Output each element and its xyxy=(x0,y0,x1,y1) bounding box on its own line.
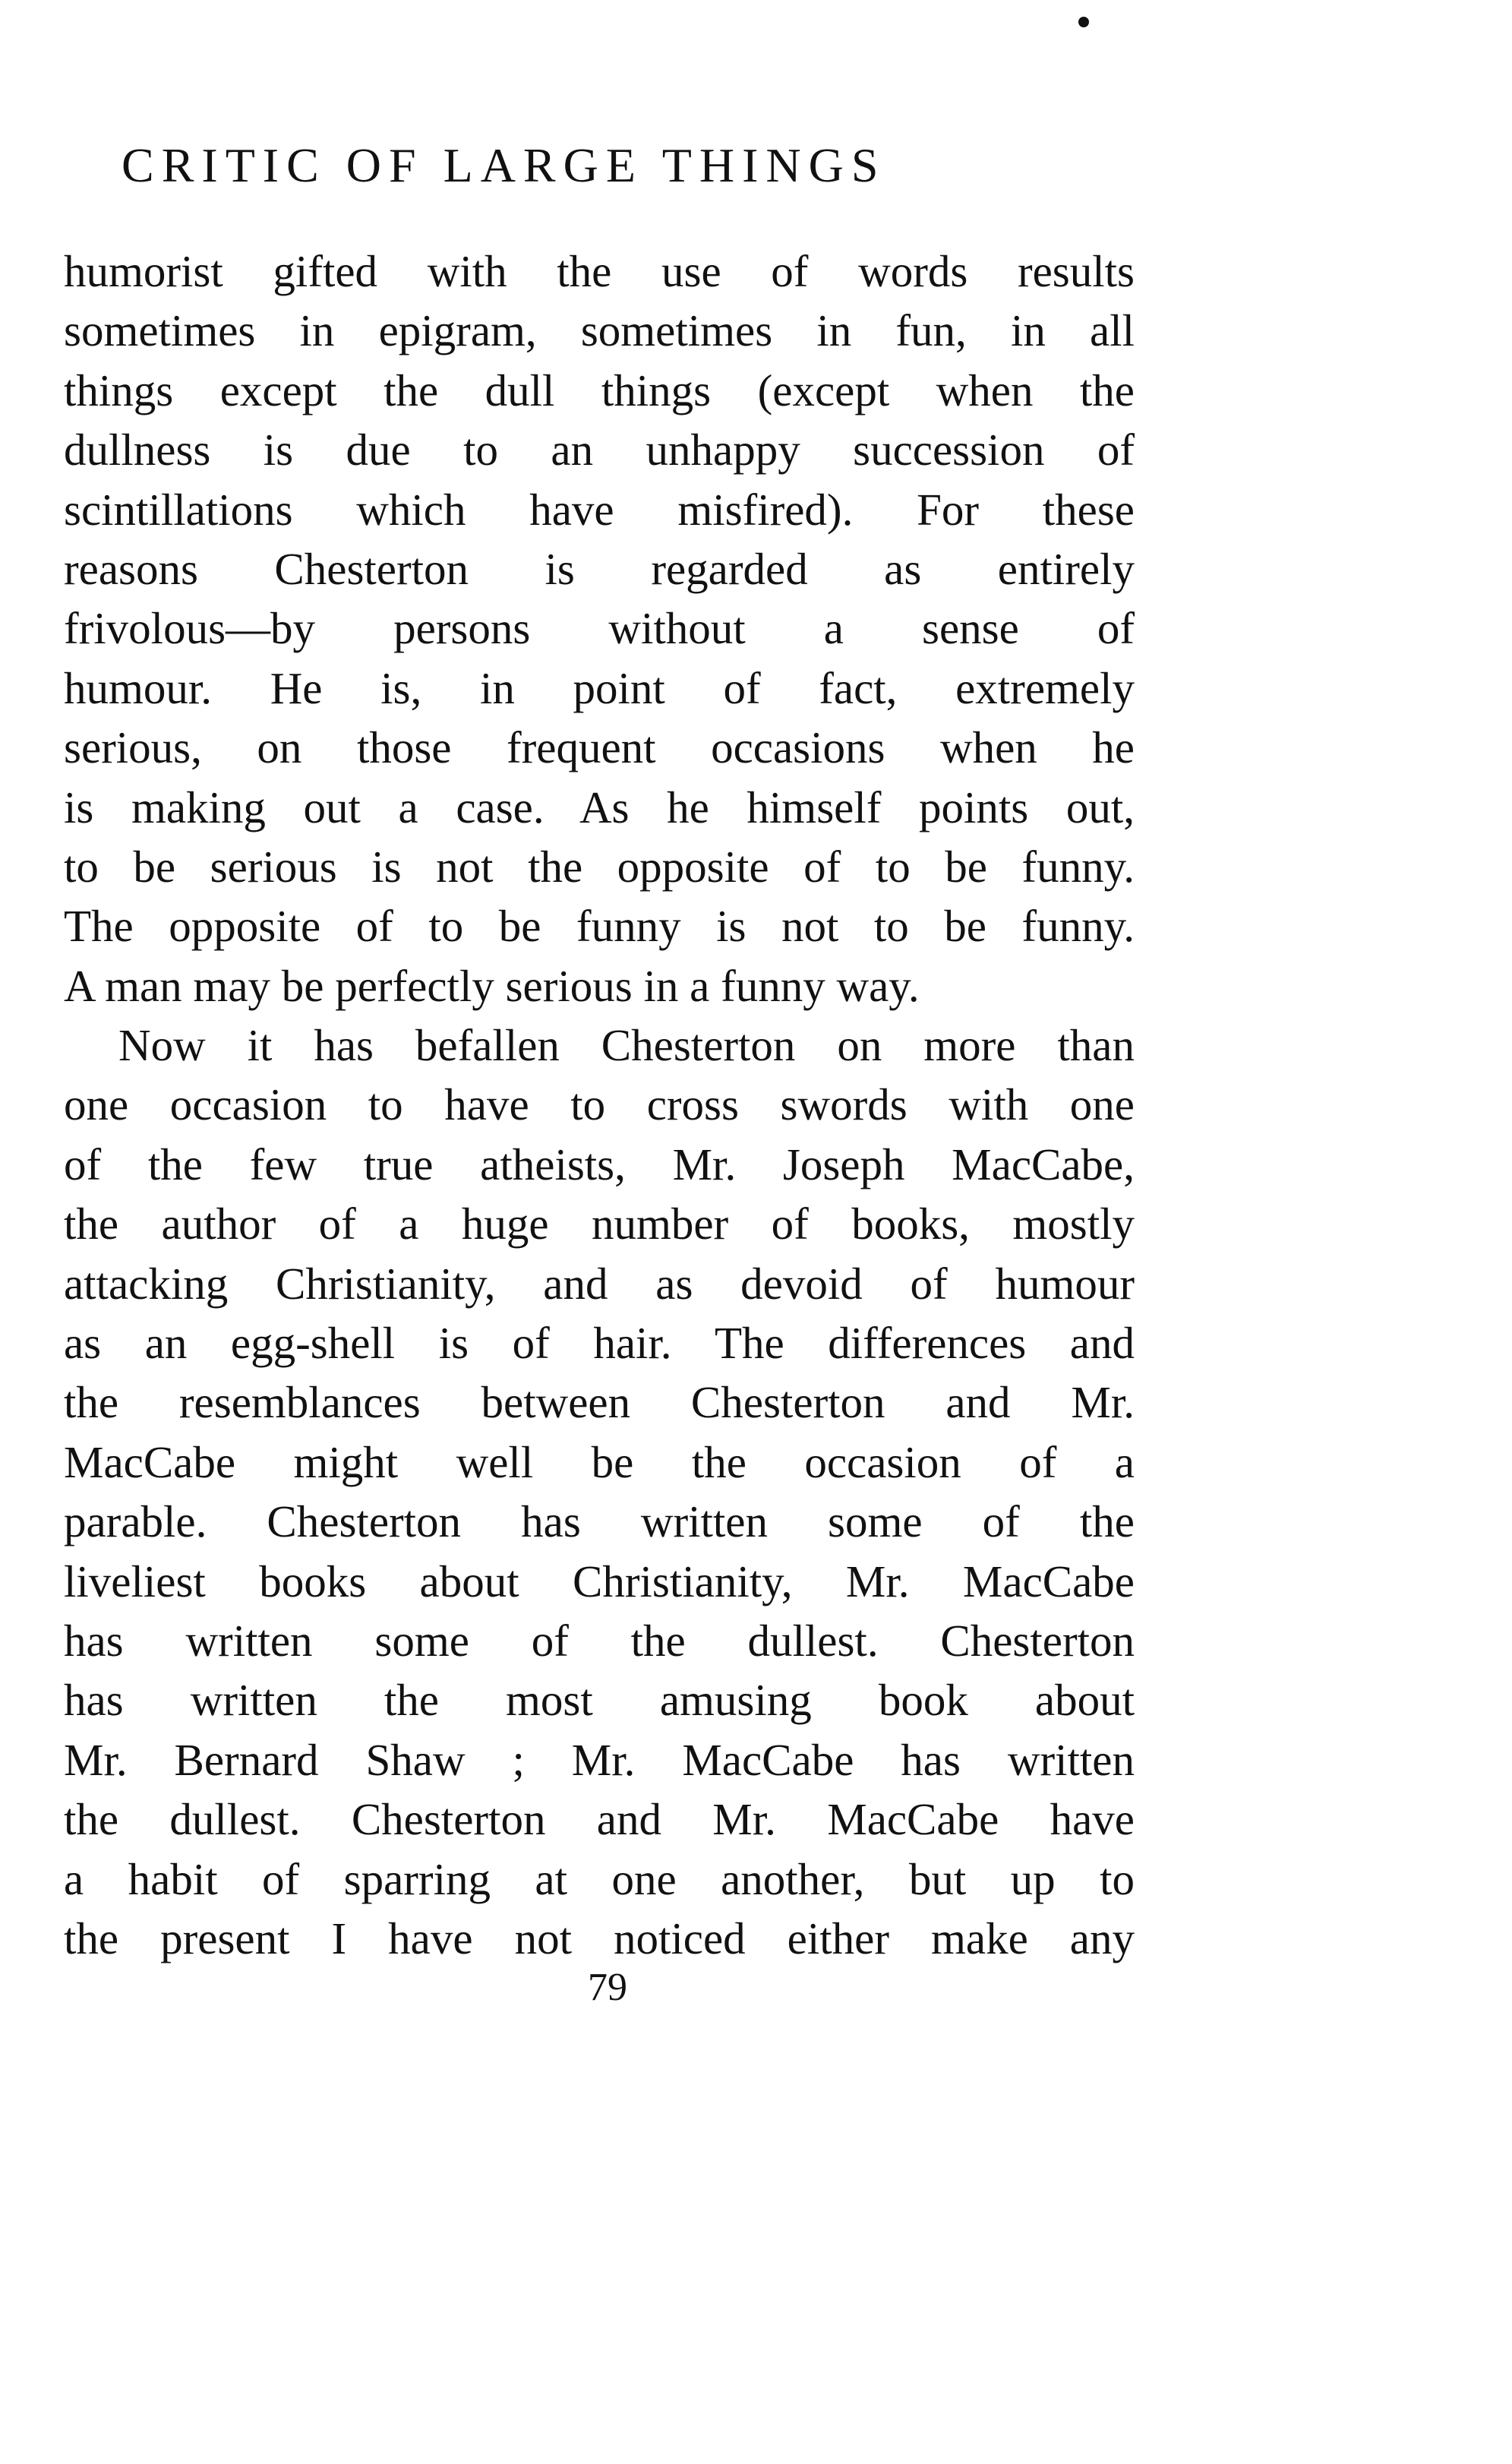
text-line: to be serious is not the opposite of to be funny. xyxy=(64,841,1135,892)
text-line: humour. He is, in point of fact, extremely xyxy=(64,662,1135,713)
body-text xyxy=(64,242,1135,1968)
paragraph-1 xyxy=(64,242,1135,1016)
text-line: the dullest. Chesterton and Mr. MacCabe have xyxy=(64,1794,1135,1845)
text-line: Mr. Bernard Shaw ; Mr. MacCabe has written xyxy=(64,1734,1135,1785)
text-line: parable. Chesterton has written some of the xyxy=(64,1496,1135,1547)
text-line: the present I have not noticed either make any xyxy=(64,1913,1135,1963)
text-line: scintillations which have misfired). For these xyxy=(64,484,1135,535)
text-line: things except the dull things (except when the xyxy=(64,365,1135,415)
text-line: of the few true atheists, Mr. Joseph MacCabe, xyxy=(64,1139,1135,1189)
text-line: has written some of the dullest. Chesterton xyxy=(64,1615,1135,1666)
paragraph-2 xyxy=(64,1016,1135,1968)
text-line: as an egg-shell is of hair. The differences and xyxy=(64,1318,1135,1369)
text-line: attacking Christianity, and as devoid of humour xyxy=(64,1258,1135,1309)
text-line: liveliest books about Christianity, Mr. MacCabe xyxy=(64,1556,1135,1606)
text-line: serious, on those frequent occasions when he xyxy=(64,722,1135,773)
text-line: Now it has befallen Chesterton on more than xyxy=(118,1020,1135,1071)
page-number: 79 xyxy=(588,1966,627,2009)
text-line: one occasion to have to cross swords with one xyxy=(64,1079,1135,1130)
text-line: sometimes in epigram, sometimes in fun, in all xyxy=(64,305,1135,356)
text-line: reasons Chesterton is regarded as entirely xyxy=(64,543,1135,594)
text-line: the author of a huge number of books, mostly xyxy=(64,1199,1135,1249)
running-head: CRITIC OF LARGE THINGS xyxy=(122,138,886,192)
text-line: MacCabe might well be the occasion of a xyxy=(64,1436,1135,1487)
text-line: humorist gifted with the use of words results xyxy=(64,246,1135,296)
text-line: dullness is due to an unhappy succession of xyxy=(64,425,1135,475)
text-line: frivolous—by persons without a sense of xyxy=(64,603,1135,654)
text-line: The opposite of to be funny is not to be funny. xyxy=(64,901,1135,952)
text-line: the resemblances between Chesterton and Mr. xyxy=(64,1377,1135,1428)
text-line: a habit of sparring at one another, but up to xyxy=(64,1853,1135,1904)
text-line: has written the most amusing book about xyxy=(64,1675,1135,1726)
ink-mark xyxy=(1078,17,1089,27)
text-line: is making out a case. As he himself points out, xyxy=(64,782,1135,832)
text-line: A man may be perfectly serious in a funny way. xyxy=(64,960,920,1011)
